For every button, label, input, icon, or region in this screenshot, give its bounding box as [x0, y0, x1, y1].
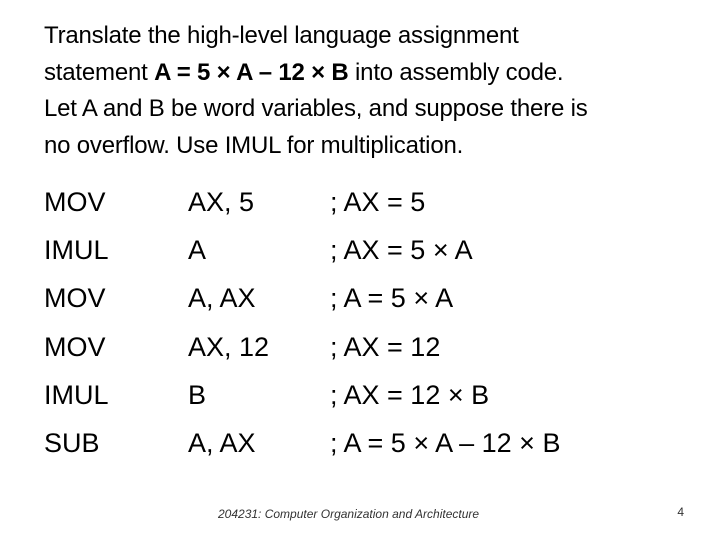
instruction-operands: B	[188, 379, 207, 410]
instruction-operands: AX, 12	[188, 331, 270, 362]
code-row	[44, 178, 664, 226]
code-row	[44, 419, 664, 467]
problem-line-2	[44, 55, 704, 92]
instruction-operands: A, AX	[188, 427, 256, 458]
instruction-comment: ; A = 5 × A – 12 × B	[330, 427, 561, 458]
instruction-operands: AX, 5	[188, 187, 255, 217]
instruction-mnemonic: MOV	[44, 331, 106, 362]
instruction-comment: ; AX = 12	[330, 331, 441, 362]
problem-line-4: no overflow. Use IMUL for multiplication.	[44, 131, 464, 159]
code-row	[44, 274, 664, 322]
instruction-comment: ; AX = 5	[330, 187, 426, 217]
assignment-expression: A = 5 × A – 12 × B	[154, 58, 349, 86]
instruction-mnemonic: SUB	[44, 427, 100, 458]
problem-line-2-prefix: statement	[44, 58, 155, 86]
instruction-comment: ; AX = 5 × A	[330, 235, 473, 266]
code-row	[44, 226, 664, 274]
page-number: 4	[677, 505, 684, 519]
instruction-comment: ; AX = 12 × B	[330, 379, 490, 410]
instruction-mnemonic: MOV	[44, 187, 106, 217]
problem-statement	[44, 18, 704, 164]
instruction-operands: A	[188, 235, 207, 266]
instruction-operands: A, AX	[188, 283, 256, 314]
code-row	[44, 371, 664, 419]
code-row	[44, 323, 664, 371]
problem-line-3: Let A and B be word variables, and suppose there is	[44, 95, 588, 122]
instruction-comment: ; A = 5 × A	[330, 283, 454, 314]
assembly-code-listing	[44, 178, 664, 467]
instruction-mnemonic: IMUL	[44, 235, 109, 266]
instruction-mnemonic: MOV	[44, 283, 106, 314]
instruction-mnemonic: IMUL	[44, 379, 109, 410]
footer-course-title: 204231: Computer Organization and Architecture	[218, 507, 480, 521]
problem-line-2-suffix: into assembly code.	[348, 58, 564, 86]
problem-line-1: Translate the high-level language assignment	[44, 22, 519, 49]
